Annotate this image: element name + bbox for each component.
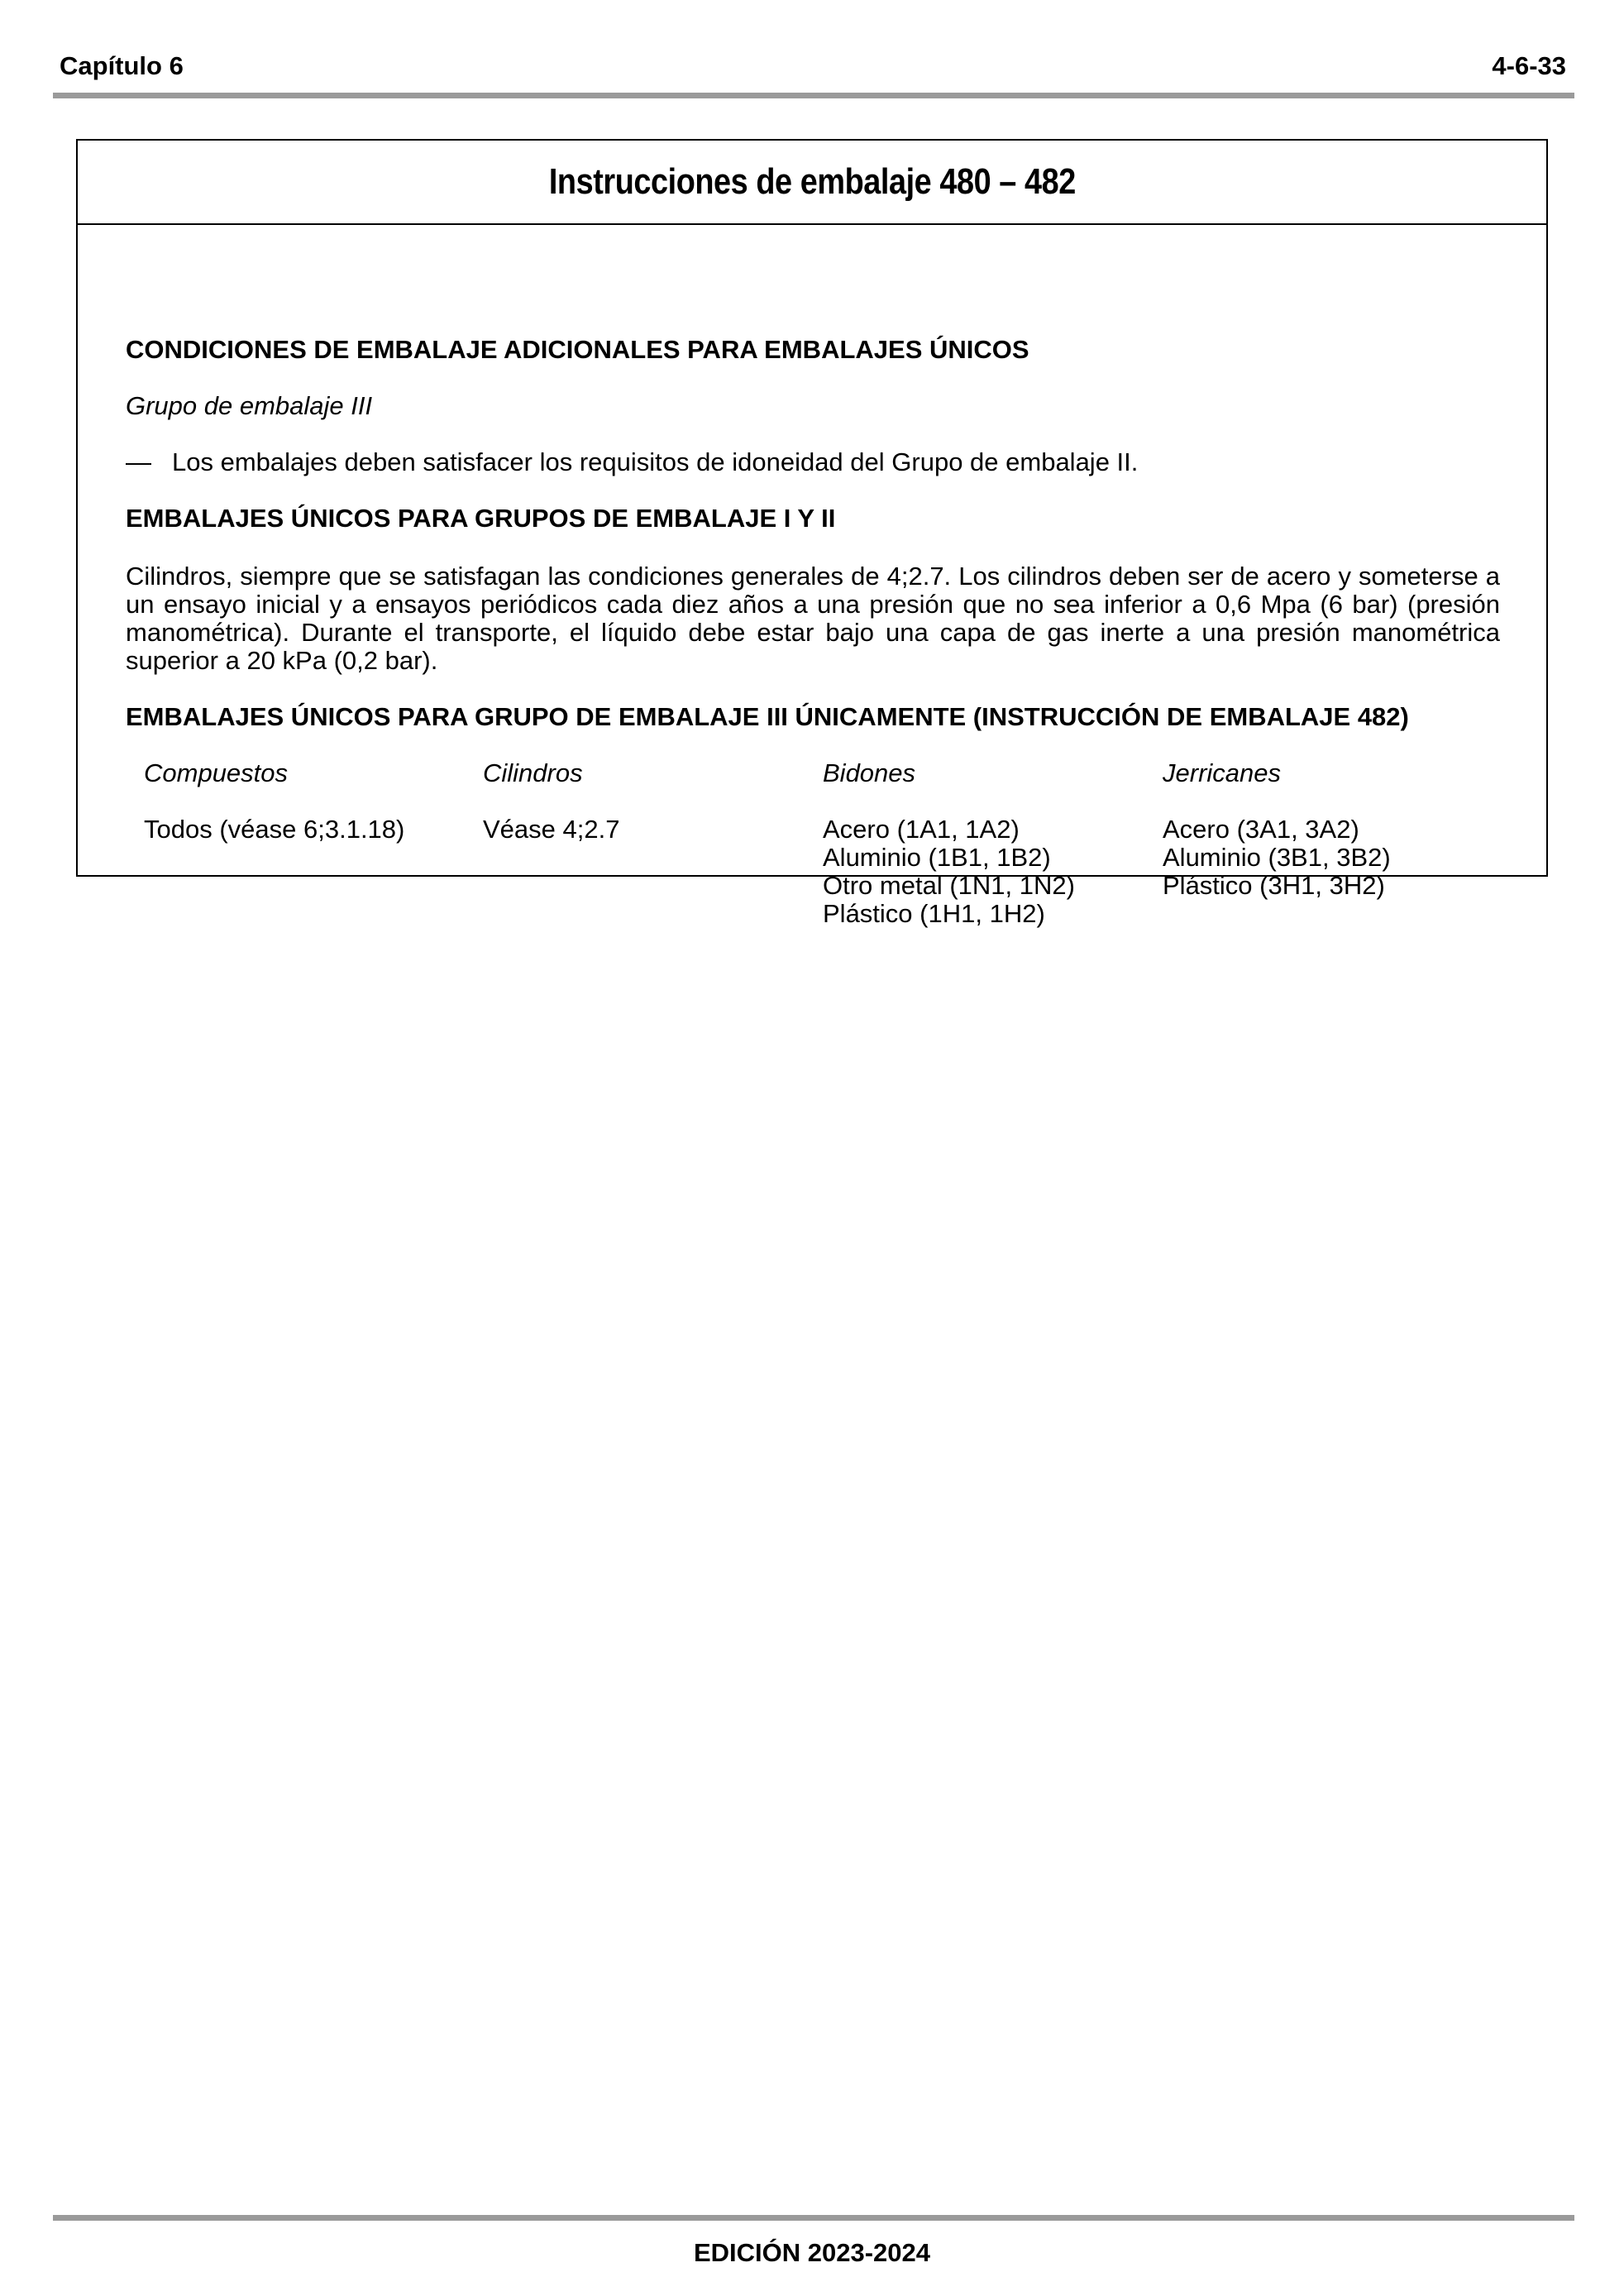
- jerricanes-item: Aluminio (3B1, 3B2): [1163, 843, 1391, 872]
- jerricanes-item: Plástico (3H1, 3H2): [1163, 871, 1385, 900]
- column-header-jerricanes: Jerricanes: [1163, 758, 1281, 787]
- chapter-label: Capítulo 6: [60, 51, 184, 80]
- header-divider: [53, 93, 1574, 98]
- footer-divider: [53, 2215, 1574, 2221]
- bullet-text: Los embalajes deben satisfacer los requisitos de idoneidad del Grupo de embalaje II.: [172, 447, 1139, 476]
- section-heading-additional-conditions: CONDICIONES DE EMBALAJE ADICIONALES PARA EMBALAJES ÚNICOS: [126, 335, 1029, 364]
- bidones-item: Plástico (1H1, 1H2): [823, 899, 1045, 928]
- packing-group-label: Grupo de embalaje III: [126, 391, 373, 420]
- cilindros-item: Véase 4;2.7: [483, 815, 620, 844]
- column-header-bidones: Bidones: [823, 758, 916, 787]
- box-title-bar: [78, 141, 1546, 225]
- column-bidones: [823, 759, 1075, 928]
- packing-instruction-box: [76, 139, 1548, 928]
- edition-footer: EDICIÓN 2023-2024: [693, 2238, 931, 2267]
- column-header-cilindros: Cilindros: [483, 758, 583, 787]
- section-heading-group-iii: EMBALAJES ÚNICOS PARA GRUPO DE EMBALAJE III ÚNICAMENTE (INSTRUCCIÓN DE EMBALAJE 482): [126, 702, 1409, 731]
- requirement-bullet: [126, 448, 1138, 476]
- bullet-dash: —: [126, 447, 151, 476]
- page-number: 4-6-33: [1492, 51, 1566, 80]
- column-header-compuestos: Compuestos: [144, 758, 289, 787]
- bidones-item: Aluminio (1B1, 1B2): [823, 843, 1051, 872]
- bidones-item: Otro metal (1N1, 1N2): [823, 871, 1075, 900]
- column-cilindros: [483, 759, 619, 844]
- bidones-item: Acero (1A1, 1A2): [823, 815, 1020, 844]
- section-heading-groups-i-ii: EMBALAJES ÚNICOS PARA GRUPOS DE EMBALAJE I Y II: [126, 504, 836, 533]
- jerricanes-item: Acero (3A1, 3A2): [1163, 815, 1359, 844]
- cylinders-paragraph: Cilindros, siempre que se satisfagan las condiciones generales de 4;2.7. Los cilindros deben ser de acero y someterse a un ensayo inicial y a ensayos periódicos cada diez años a una presión que no sea inferior a 0,6 Mpa (6 bar) (presión manométrica). Durante el transporte, el líquido debe estar bajo una capa de gas inerte a una presión manométrica superior a 20 kPa (0,2 bar).: [126, 562, 1500, 675]
- compuestos-item: Todos (véase 6;3.1.18): [144, 815, 405, 844]
- box-title: Instrucciones de embalaje 480 – 482: [548, 161, 1076, 202]
- column-compuestos: [144, 759, 404, 844]
- column-jerricanes: [1163, 759, 1391, 900]
